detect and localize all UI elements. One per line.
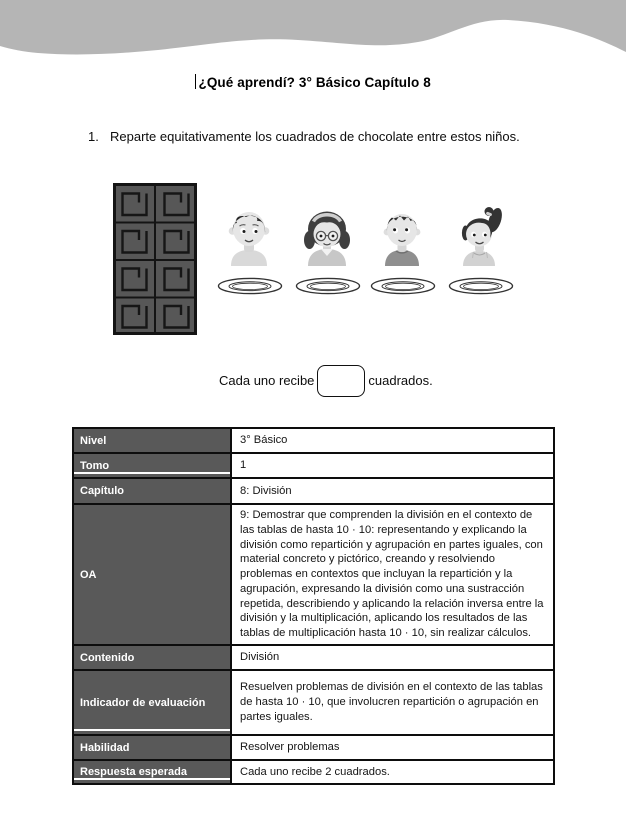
plate-2-icon [295,277,361,295]
row-label-indicador: Indicador de evaluación [73,670,231,735]
row-label-contenido: Contenido [73,645,231,670]
child-3-boy [370,200,434,295]
answer-prefix: Cada uno recibe [219,373,315,388]
table-row-nivel [73,428,554,453]
row-label-respuesta: Respuesta esperada [73,760,231,784]
row-label-tomo: Tomo [73,453,231,478]
table-row-contenido [73,645,554,670]
row-value-habilidad: Resolver problemas [231,735,554,760]
row-value-indicador: Resuelven problemas de división en el contexto de las tablas de hasta 10 · 10, que involucren repartición o agrupación en partes iguales. [231,670,554,735]
child-3-boy-icon [370,200,434,266]
child-4-girl [448,200,512,295]
question-text: Reparte equitativamente los cuadrados de chocolate entre estos niños. [110,129,520,144]
child-2-girl [295,200,359,295]
lesson-info-table [72,427,555,785]
plate-3-icon [370,277,436,295]
row-value-capitulo: 8: División [231,478,554,504]
text-cursor-icon [195,74,196,89]
row-label-capitulo: Capítulo [73,478,231,504]
plate-1-icon [217,277,283,295]
row-value-contenido: División [231,645,554,670]
table-row-indicador [73,670,554,735]
row-label-nivel: Nivel [73,428,231,453]
page-title [0,74,626,90]
answer-input-box[interactable] [317,365,365,397]
table-row-oa [73,504,554,645]
plate-4-icon [448,277,514,295]
page-title-text: ¿Qué aprendí? 3° Básico Capítulo 8 [198,75,431,90]
row-value-respuesta: Cada uno recibe 2 cuadrados. [231,760,554,784]
child-4-girl-icon [448,200,512,266]
table-row-tomo [73,453,554,478]
answer-suffix: cuadrados. [368,373,433,388]
row-value-oa: 9: Demostrar que comprenden la división en el contexto de las tablas de hasta 10 · 10: representando y explicando la división como repartición y agrupación en partes iguales, con material concreto y pictórico, creando y resolviendo problemas en contextos que incluyan la repartición y la agrupación, expresando la división como una sustracción repetida, describiendo y aplicando la relación inversa entre la división y la multiplicación, aplicando los resultados de las tablas de multiplicación hasta 10 · 10, sin realizar cálculos. [231,504,554,645]
row-label-habilidad: Habilidad [73,735,231,760]
child-1-boy-icon [217,200,281,266]
row-value-tomo: 1 [231,453,554,478]
answer-sentence [219,362,433,399]
row-label-oa: OA [73,504,231,645]
table-row-capitulo [73,478,554,504]
table-row-respuesta [73,760,554,784]
table-row-habilidad [73,735,554,760]
question-number: 1. [88,129,99,144]
header-wave-decoration [0,0,626,60]
chocolate-bar-image [113,183,197,335]
row-value-nivel: 3° Básico [231,428,554,453]
child-2-girl-icon [295,200,359,266]
question-1 [88,129,548,145]
child-1-boy [217,200,281,295]
